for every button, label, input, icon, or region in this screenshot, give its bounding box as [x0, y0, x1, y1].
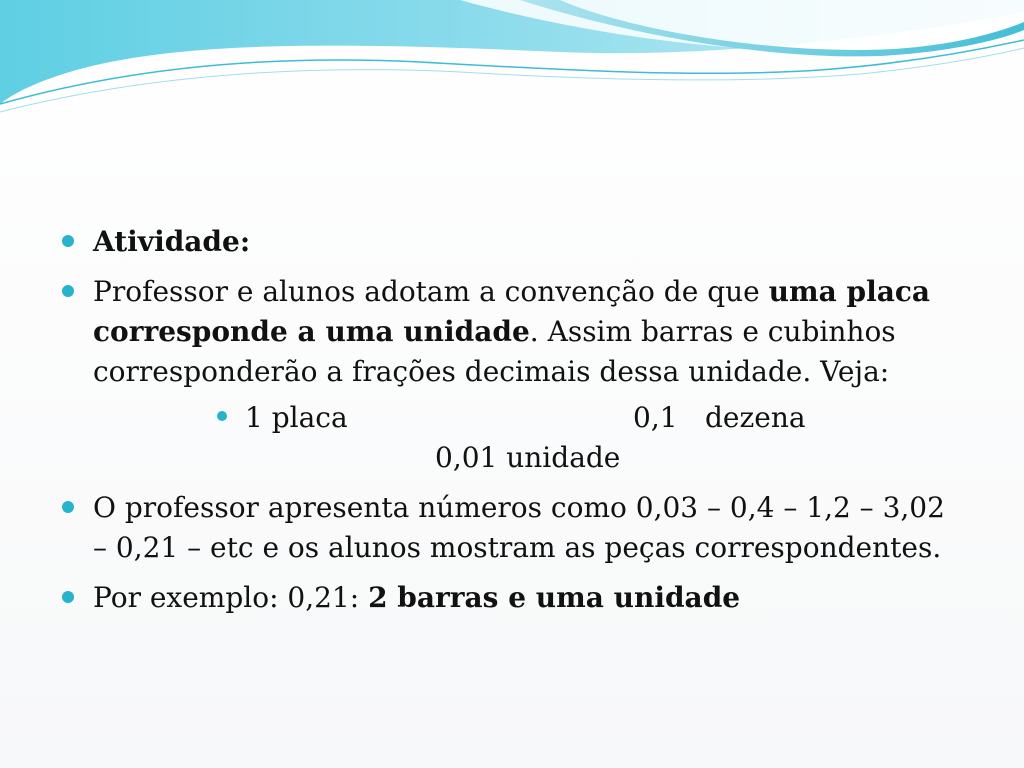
bullet-text: . Assim barras e cubinhos corresponderão a frações decimais dessa unidade. Veja: [93, 315, 896, 388]
sub-bullet-equivalences [217, 398, 962, 478]
sub-bullet-unidade: 0,01 unidade [435, 441, 621, 474]
bullet-bold-text: uma placa corresponde a uma unidade [93, 275, 931, 348]
bullet-dot-icon [62, 591, 74, 603]
header-wave-decoration [0, 0, 1024, 130]
bullet-example [62, 578, 962, 618]
bullet-convention [62, 272, 962, 392]
sub-bullet-dezena: dezena [705, 401, 806, 434]
bullet-bold-text: Atividade: [93, 225, 251, 258]
bullet-dot-icon [62, 235, 74, 247]
bullet-numbers [62, 488, 962, 568]
bullet-bold-text: 2 barras e uma unidade [368, 581, 741, 614]
sub-bullet-value: 0,1 [633, 401, 678, 434]
bullet-text: O professor apresenta números como 0,03 – 0,4 – 1,2 – 3,02 – 0,21 – etc e os alunos mostram as peças correspondentes. [93, 491, 945, 564]
bullet-dot-icon [217, 411, 227, 421]
bullet-atividade [62, 222, 962, 262]
sub-bullet-placa: 1 placa [245, 401, 348, 434]
bullet-text: Por exemplo: 0,21: [93, 581, 369, 614]
slide-content [62, 222, 962, 628]
bullet-text: Professor e alunos adotam a convenção de que [93, 275, 769, 308]
bullet-dot-icon [62, 285, 74, 297]
bullet-dot-icon [62, 501, 74, 513]
sub-bullet-line [245, 398, 962, 438]
